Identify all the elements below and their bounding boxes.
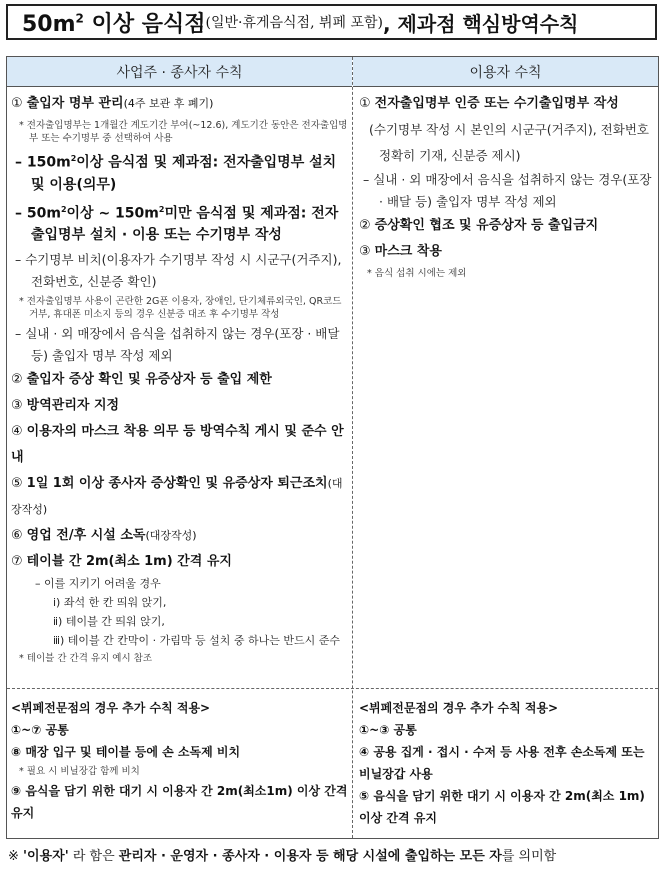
buffet-user-title: <뷔페전문점의 경우 추가 수칙 적용> — [359, 701, 559, 715]
rules-table — [6, 56, 659, 839]
operator-manual-log: – 수기명부 비치(이용자가 수기명부 작성 시 시군구(거주지), 전화번호, 신분증 확인) — [15, 252, 342, 290]
operator-item-7-a: ⅰ) 좌석 한 칸 띄워 앉기, — [53, 596, 167, 610]
title-banner — [6, 4, 657, 40]
buffet-operator-title: <뷔페전문점의 경우 추가 수칙 적용> — [11, 701, 211, 715]
user-item-1: ① 전자출입명부 인증 또는 수기출입명부 작성 — [359, 96, 619, 111]
user-rules — [359, 91, 654, 282]
row-divider — [7, 688, 658, 689]
buffet-user-common: ①~③ 공통 — [359, 723, 417, 737]
operator-item-5: ⑤ 1일 1회 이상 종사자 증상확인 및 유증상자 퇴근조치(대장작성) — [11, 476, 343, 517]
operator-rule-150: – $150m^2$이상 음식점 및 제과점: 전자출입명부 설치 및 이용(의무) — [15, 154, 337, 193]
user-item-3: ③ 마스크 착용 — [359, 244, 442, 259]
footer-term: '이용자' — [23, 849, 69, 864]
operator-takeout-exempt: – 실내 · 외 매장에서 음식을 섭취하지 않는 경우(포장 · 배달 등) 출입자 명부 작성 제외 — [15, 326, 340, 364]
footer-note — [8, 846, 658, 868]
operator-item-4: ④ 이용자의 마스크 착용 의무 등 방역수칙 게시 및 준수 안내 — [11, 424, 344, 466]
buffet-user-utensils: ④ 공용 집게 · 접시 · 수저 등 사용 전후 손소독제 또는 비닐장갑 사용 — [359, 745, 645, 781]
buffet-operator-rules — [11, 697, 350, 824]
operator-item-7-c: ⅲ) 테이블 간 칸막이 · 가림막 등 설치 중 하나는 반드시 준수 — [53, 634, 341, 648]
operator-item-7: ⑦ 테이블 간 2m(최소 1m) 간격 유지 — [11, 554, 232, 570]
user-item-2: ② 증상확인 협조 및 유증상자 등 출입금지 — [359, 218, 599, 233]
operator-item-1: ① 출입자 명부 관리(4주 보관 후 폐기) — [11, 96, 214, 111]
buffet-operator-sanitizer: ⑧ 매장 입구 및 테이블 등에 손 소독제 비치 — [11, 745, 241, 759]
buffet-operator-note: * 필요 시 비닐장갑 함께 비치 — [19, 766, 140, 777]
operator-note-1: * 전자출입명부는 1개월간 계도기간 부여(~12.6), 계도기간 동안은 전자출입명부 또는 수기명부 중 선택하여 사용 — [19, 120, 348, 144]
buffet-user-rules — [359, 697, 654, 829]
user-note-3: * 음식 섭취 시에는 제외 — [367, 268, 467, 279]
user-item-1-detail: (수기명부 작성 시 본인의 시군구(거주지), 전화번호 정확히 기재, 신분증 제시) — [369, 122, 649, 163]
title-paren: (일반·휴게음식점, 뷔페 포함) — [205, 15, 383, 31]
header-user: 이용자 수칙 — [353, 57, 658, 87]
buffet-operator-common: ①~⑦ 공통 — [11, 723, 69, 737]
operator-item-3: ③ 방역관리자 지정 — [11, 398, 120, 414]
title-suffix: , 제과점 핵심방역수칙 — [383, 11, 579, 36]
operator-item-2: ② 출입자 증상 확인 및 유증상자 등 출입 제한 — [11, 372, 272, 388]
buffet-user-distance: ⑤ 음식을 담기 위한 대기 시 이용자 간 2m(최소 1m) 이상 간격 유지 — [359, 789, 645, 825]
user-takeout-exempt: – 실내 · 외 매장에서 음식을 섭취하지 않는 경우(포장 · 배달 등) 출입자 명부 작성 제외 — [363, 172, 652, 209]
footer-end: 를 의미함 — [501, 849, 557, 864]
operator-item-7-b: ⅱ) 테이블 간 띄워 앉기, — [53, 615, 165, 629]
column-divider — [352, 57, 353, 838]
footer-mid: 라 함은 — [68, 849, 119, 864]
operator-rule-50-150: – $50m^2$이상 ~ $150m^2$미만 음식점 및 제과점: 전자출입명부 설치 · 이용 또는 수기명부 작성 — [15, 204, 339, 244]
operator-item-7-sub: – 이를 지키기 어려울 경우 — [35, 577, 161, 591]
operator-item-6: ⑥ 영업 전/후 시설 소독(대장작성) — [11, 528, 197, 544]
operator-rules — [11, 91, 350, 667]
header-operator: 사업주 · 종사자 수칙 — [7, 57, 352, 87]
operator-note-7: * 테이블 간 간격 유지 예시 참조 — [19, 653, 152, 665]
title-area: $50m^2$ 이상 음식점 — [22, 11, 206, 37]
footer-definition: 관리자 · 운영자 · 종사자 · 이용자 등 해당 시설에 출입하는 모든 자 — [118, 849, 502, 864]
operator-note-2: * 전자출입명부 사용이 곤란한 2G폰 이용자, 장애인, 단기체류외국인, QR코드 거부, 휴대폰 미소지 등의 경우 신분증 대조 후 수기명부 작성 — [19, 296, 342, 321]
buffet-operator-distance: ⑨ 음식을 담기 위한 대기 시 이용자 간 2m(최소1m) 이상 간격 유지 — [11, 784, 348, 820]
footer-mark: ※ — [8, 849, 19, 864]
